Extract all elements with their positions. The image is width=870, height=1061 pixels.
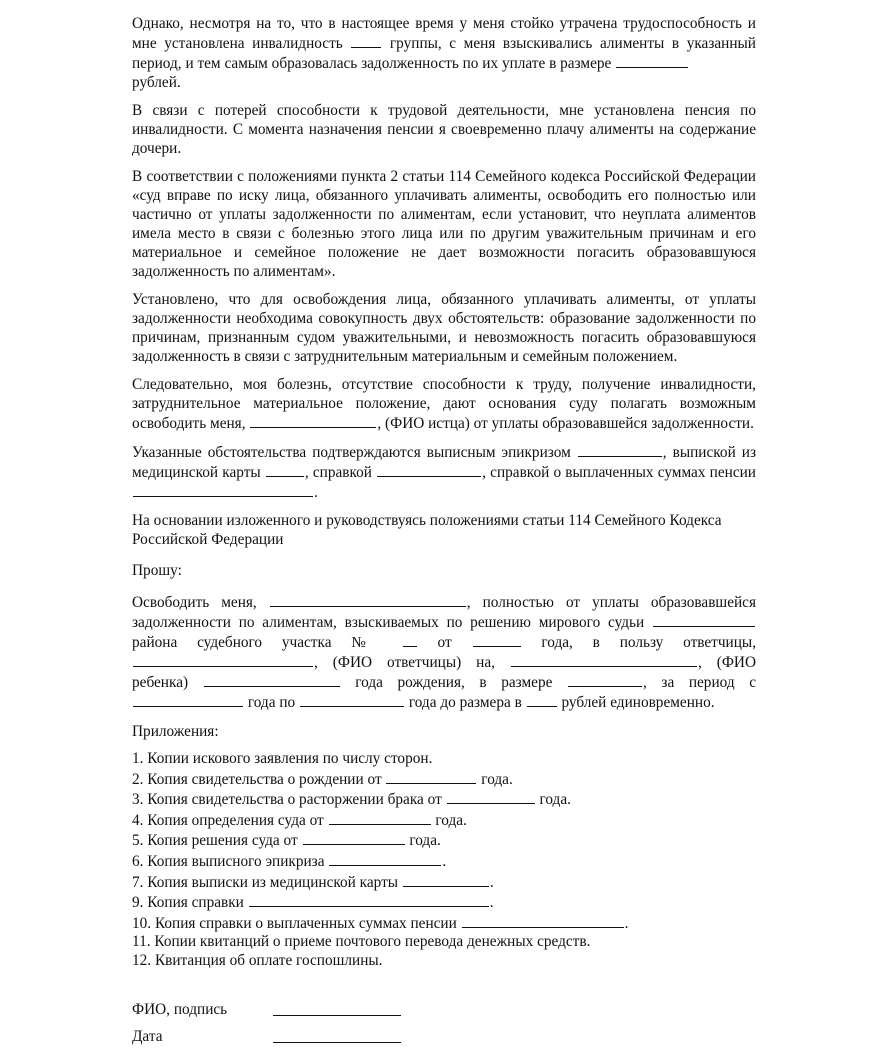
attachment-item: 11. Копии квитанций о приеме почтового перевода денежных средств. — [132, 933, 591, 951]
pension-certificate-blank[interactable] — [133, 482, 313, 497]
medical-card-blank[interactable] — [266, 462, 304, 477]
plaintiff-name-blank[interactable] — [250, 413, 376, 428]
certificate-blank[interactable] — [377, 462, 481, 477]
attachments-heading: Приложения: — [132, 723, 219, 740]
attachment-item: 6. Копия выписного эпикриза . — [132, 852, 447, 870]
attachment-blank[interactable] — [329, 810, 431, 825]
disability-group-blank[interactable] — [351, 33, 381, 48]
paragraph-evidence: Указанные обстоятельства подтверждаются выписным эпикризом , выпиской из медицинской карты , справкой , справкой о выплаченных суммах пенсии . — [132, 444, 756, 501]
epicrisis-blank[interactable] — [578, 442, 662, 457]
attachment-blank[interactable] — [386, 769, 476, 784]
judge-district-blank[interactable] — [653, 612, 755, 627]
attachments-list — [132, 750, 756, 971]
paragraph-request: Освободить меня, , полностью от уплаты образовавшейся задолженности по алиментам, взыскиваемых по решению мирового судьи района судебного участка № от года, в пользу ответчицы, , (ФИО ответчицы) на, , (ФИО ребенка) года рождения, в размере , за период с года по года до размера в рублей единовременно. — [132, 594, 757, 711]
attachment-item: 7. Копия выписки из медицинской карты . — [132, 873, 494, 891]
attachment-item: 12. Квитанция об оплате госпошлины. — [132, 951, 383, 969]
attachment-blank[interactable] — [249, 892, 489, 907]
attachment-blank[interactable] — [447, 789, 535, 804]
attachment-blank[interactable] — [329, 851, 441, 866]
attachment-blank[interactable] — [303, 830, 405, 845]
paragraph-conditions: Установлено, что для освобождения лица, обязанного уплачивать алименты, от уплаты задолженности необходима совокупность двух обстоятельств: образование задолженности по причинам, признанным судом уважительными, и невозможность погасить образовавшуюся задолженность в связи с затруднительным материальным и семейным положением. — [132, 291, 756, 365]
date-line[interactable] — [273, 1042, 401, 1043]
paragraph-pension: В связи с потерей способности к трудовой деятельности, мне установлена пенсия по инвалидности. С момента назначения пенсии я своевременно плачу алименты на содержание дочери. — [132, 102, 756, 157]
decision-date-blank[interactable] — [473, 632, 521, 647]
period-from-blank[interactable] — [133, 692, 243, 707]
date-label: Дата — [132, 1028, 163, 1045]
lump-sum-blank[interactable] — [527, 692, 557, 707]
signature-name-label: ФИО, подпись — [132, 1001, 228, 1018]
attachment-blank[interactable] — [462, 913, 624, 928]
plaintiff-name-request-blank[interactable] — [270, 592, 466, 607]
attachment-item: 1. Копии искового заявления по числу сторон. — [132, 750, 433, 767]
attachment-item: 3. Копия свидетельства о расторжении брака от года. — [132, 791, 571, 809]
document-body — [132, 14, 756, 971]
paragraph-disability-debt: Однако, несмотря на то, что в настоящее время у меня стойко утрачена трудоспособность и мне установлена инвалидность группы, с меня взыскивались алименты в указанный период, и тем самым образовалась задолженность по их уплате в размере рублей. — [132, 15, 756, 91]
attachment-item: 9. Копия справки . — [132, 894, 494, 912]
attachment-item: 5. Копия решения суда от года. — [132, 832, 441, 850]
amount-blank[interactable] — [568, 672, 642, 687]
attachment-blank[interactable] — [403, 872, 489, 887]
child-name-blank[interactable] — [511, 652, 697, 667]
paragraph-basis: На основании изложенного и руководствуясь положениями статьи 114 Семейного Кодекса Российской Федерации — [132, 512, 722, 548]
debt-amount-blank[interactable] — [616, 53, 688, 68]
signature-line[interactable] — [273, 1015, 401, 1016]
attachment-item: 10. Копия справки о выплаченных суммах пенсии . — [132, 914, 629, 932]
child-birth-year-blank[interactable] — [204, 672, 340, 687]
paragraph-conclusion: Следовательно, моя болезнь, отсутствие способности к труду, получение инвалидности, затруднительное материальное положение, дают основания суду полагать возможным освободить меня, , (ФИО истца) от уплаты образовавшейся задолженности. — [132, 376, 756, 432]
court-section-number-blank[interactable] — [403, 632, 417, 647]
attachment-item: 4. Копия определения суда от года. — [132, 811, 467, 829]
attachment-item: 2. Копия свидетельства о рождении от года. — [132, 770, 513, 788]
period-to-blank[interactable] — [300, 692, 404, 707]
defendant-name-blank[interactable] — [133, 652, 313, 667]
paragraph-article-114: В соответствии с положениями пункта 2 статьи 114 Семейного кодекса Российской Федерации «суд вправе по иску лица, обязанного уплачивать алименты, освободить его полностью или частично от уплаты задолженности по алиментам, если установит, что неуплата алиментов имела место в связи с болезнью этого лица или по другим уважительным причинам и его материальное и семейное положение не дает возможности погасить образовавшуюся задолженность по алиментам». — [132, 168, 756, 280]
request-heading: Прошу: — [132, 562, 182, 579]
